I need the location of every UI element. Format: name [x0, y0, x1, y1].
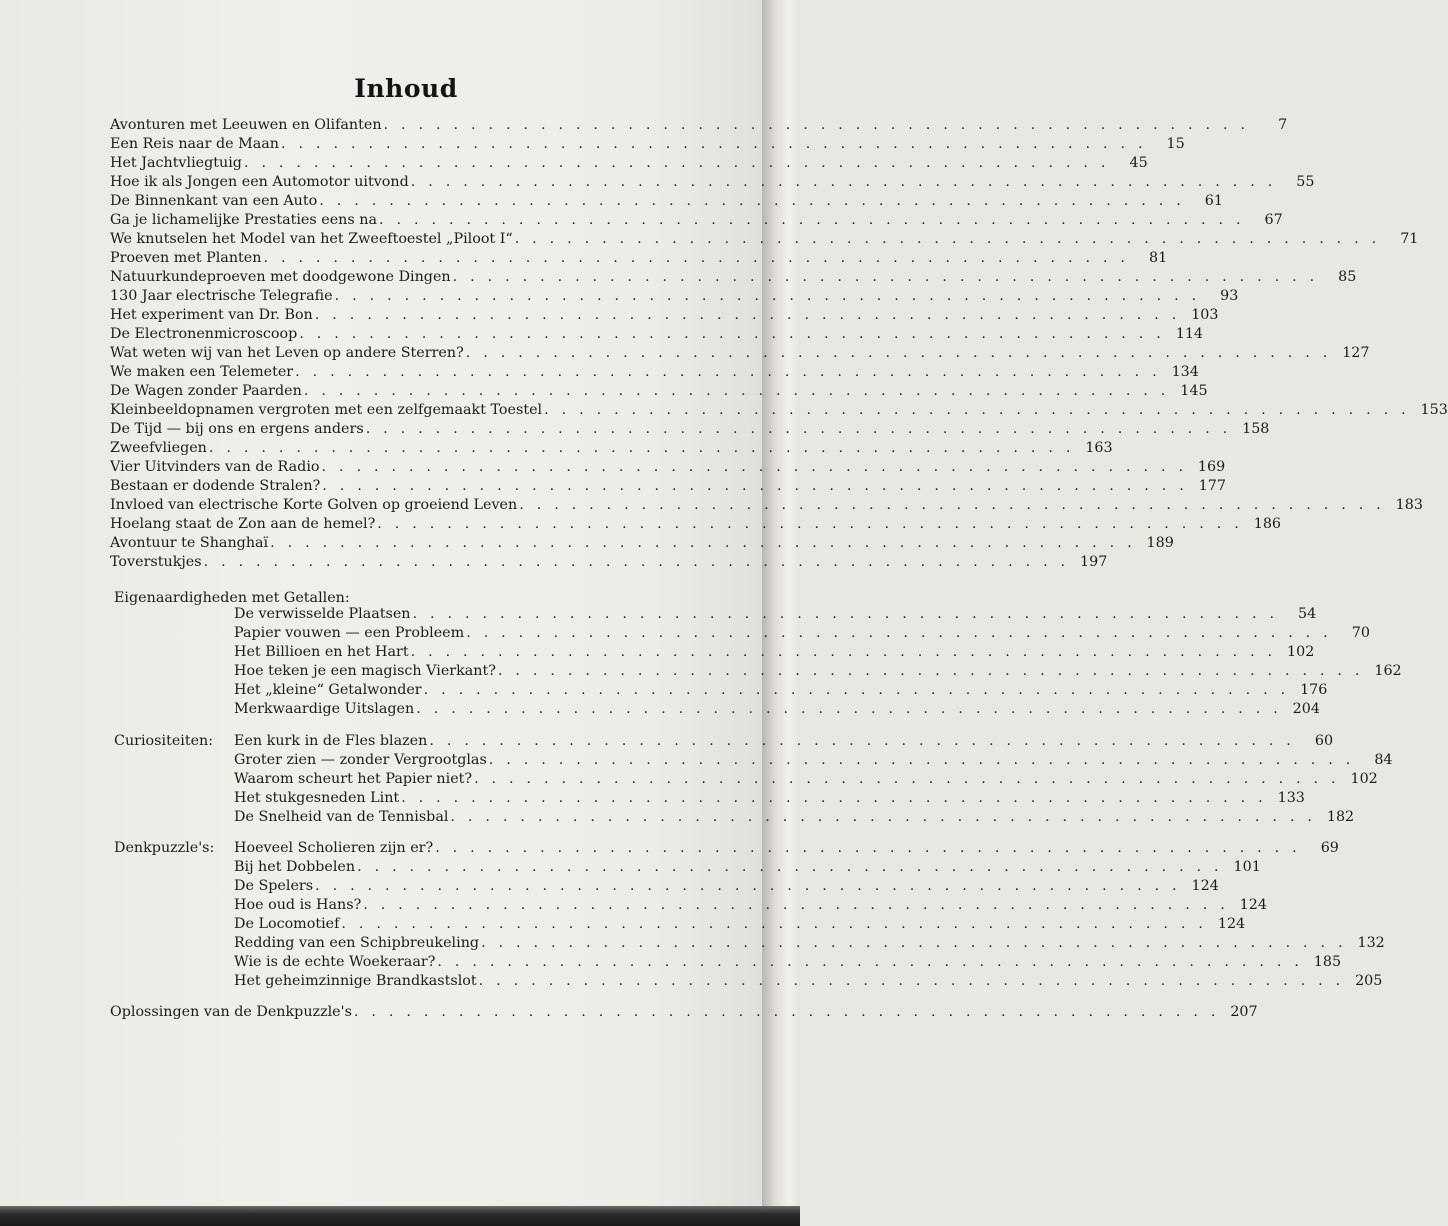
dot-leader: . . . . . . . . . . . . . . . . . . . . . . . . . . . . . . . . . . . . . . . . . . . . . . . . . . [270, 535, 1136, 551]
toc-entry [110, 421, 1270, 440]
toc-entry-title: De Spelers [234, 878, 314, 894]
dot-leader: . . . . . . . . . . . . . . . . . . . . . . . . . . . . . . . . . . . . . . . . . . . . . . . . . . [281, 136, 1147, 152]
dot-leader: . . . . . . . . . . . . . . . . . . . . . . . . . . . . . . . . . . . . . . . . . . . . . . . . . . [321, 459, 1188, 475]
toc-entry [234, 644, 1315, 663]
toc-entry-title: Hoe ik als Jongen een Automotor uitvond [110, 174, 409, 190]
dot-leader: . . . . . . . . . . . . . . . . . . . . . . . . . . . . . . . . . . . . . . . . . . . . . . . . . . [377, 516, 1244, 532]
dot-leader: . . . . . . . . . . . . . . . . . . . . . . . . . . . . . . . . . . . . . . . . . . . . . . . . . . [315, 878, 1181, 894]
toc-entry [110, 117, 1288, 136]
section-label-getallen: Eigenaardigheden met Getallen: [114, 590, 350, 606]
dot-leader: . . . . . . . . . . . . . . . . . . . . . . . . . . . . . . . . . . . . . . . . . . . . . . . . . . [466, 625, 1332, 641]
section-label-curiositeiten: Curiositeiten: [114, 733, 214, 749]
toc-entry-title: Oplossingen van de Denkpuzzle's [110, 1004, 352, 1020]
toc-entry-title: Avontuur te Shanghaï [110, 535, 269, 551]
toc-entry-page-number: 183 [1395, 497, 1423, 513]
toc-entry-page-number: 70 [1351, 625, 1370, 641]
toc-entry-title: Bij het Dobbelen [234, 859, 356, 875]
toc-entry [110, 155, 1148, 174]
toc-entry-title: Vier Uitvinders van de Radio [110, 459, 320, 475]
toc-entry-page-number: 15 [1166, 136, 1185, 152]
toc-entry-title: De Wagen zonder Paarden [110, 383, 302, 399]
dot-leader: . . . . . . . . . . . . . . . . . . . . . . . . . . . . . . . . . . . . . . . . . . . . . . . . . . [243, 155, 1110, 171]
toc-entry-title: Zweefvliegen [110, 440, 207, 456]
toc-entry-title: Wie is de echte Woekeraar? [234, 954, 436, 970]
toc-entry-title: Kleinbeeldopnamen vergroten met een zelfgemaakt Toestel [110, 402, 543, 418]
toc-entry [234, 701, 1320, 720]
toc-entry-page-number: 185 [1313, 954, 1342, 970]
dot-leader: . . . . . . . . . . . . . . . . . . . . . . . . . . . . . . . . . . . . . . . . . . . . . . . . . . [303, 383, 1170, 399]
toc-entry-title: Hoelang staat de Zon aan de hemel? [110, 516, 376, 532]
toc-entry [110, 497, 1423, 516]
toc-entry-page-number: 101 [1233, 859, 1261, 875]
toc-entry-page-number: 124 [1191, 878, 1219, 894]
dot-leader: . . . . . . . . . . . . . . . . . . . . . . . . . . . . . . . . . . . . . . . . . . . . . . . . . . [353, 1004, 1220, 1020]
toc-entry-title: De Tijd — bij ons en ergens anders [110, 421, 364, 437]
toc-entry-page-number: 158 [1242, 421, 1270, 437]
toc-entry-title: Redding van een Schipbreukeling [234, 935, 480, 951]
dot-leader: . . . . . . . . . . . . . . . . . . . . . . . . . . . . . . . . . . . . . . . . . . . . . . . . . . [429, 733, 1296, 749]
toc-entry-page-number: 45 [1129, 155, 1148, 171]
toc-entry-page-number: 55 [1296, 174, 1315, 190]
dot-leader: . . . . . . . . . . . . . . . . . . . . . . . . . . . . . . . . . . . . . . . . . . . . . . . . . . [481, 935, 1347, 951]
dot-leader: . . . . . . . . . . . . . . . . . . . . . . . . . . . . . . . . . . . . . . . . . . . . . . . . . . [401, 790, 1267, 806]
section-label-denkpuzzles: Denkpuzzle's: [114, 840, 215, 856]
dot-leader: . . . . . . . . . . . . . . . . . . . . . . . . . . . . . . . . . . . . . . . . . . . . . . . . . . [465, 345, 1332, 361]
toc-entry [110, 212, 1283, 231]
toc-entry-title: Invloed van electrische Korte Golven op groeiend Leven [110, 497, 518, 513]
toc-entry-page-number: 189 [1146, 535, 1174, 551]
toc-entry [234, 606, 1317, 625]
dot-leader: . . . . . . . . . . . . . . . . . . . . . . . . . . . . . . . . . . . . . . . . . . . . . . . . . . [410, 644, 1277, 660]
toc-entry [110, 554, 1108, 573]
toc-entry-title: Hoeveel Scholieren zijn er? [234, 840, 434, 856]
toc-entry [234, 809, 1355, 828]
toc-entry [110, 136, 1185, 155]
toc-entry-page-number: 102 [1350, 771, 1378, 787]
toc-entry [110, 326, 1204, 345]
toc-entry-title: Een kurk in de Fles blazen [234, 733, 428, 749]
dot-leader: . . . . . . . . . . . . . . . . . . . . . . . . . . . . . . . . . . . . . . . . . . . . . . . . . . [412, 606, 1279, 622]
toc-entry-title: Het Jachtvliegtuig [110, 155, 242, 171]
toc-entry-page-number: 69 [1320, 840, 1339, 856]
toc-entry-title: Een Reis naar de Maan [110, 136, 280, 152]
dot-leader: . . . . . . . . . . . . . . . . . . . . . . . . . . . . . . . . . . . . . . . . . . . . . . . . . . [357, 859, 1223, 875]
toc-entry [110, 383, 1208, 402]
dot-leader: . . . . . . . . . . . . . . . . . . . . . . . . . . . . . . . . . . . . . . . . . . . . . . . . . . [365, 421, 1232, 437]
dot-leader: . . . . . . . . . . . . . . . . . . . . . . . . . . . . . . . . . . . . . . . . . . . . . . . . . . [383, 117, 1250, 133]
toc-entry-title: Het stukgesneden Lint [234, 790, 400, 806]
toc-entry [234, 625, 1370, 644]
toc-entry [234, 954, 1342, 973]
dot-leader: . . . . . . . . . . . . . . . . . . . . . . . . . . . . . . . . . . . . . . . . . . . . . . . . . . [322, 478, 1188, 494]
dot-leader: . . . . . . . . . . . . . . . . . . . . . . . . . . . . . . . . . . . . . . . . . . . . . . . . . . [423, 682, 1290, 698]
toc-entry-page-number: 102 [1287, 644, 1315, 660]
toc-entry-page-number: 84 [1374, 752, 1393, 768]
toc-entry-page-number: 132 [1357, 935, 1385, 951]
toc-entry-title: Bestaan er dodende Stralen? [110, 478, 321, 494]
toc-entry [110, 364, 1199, 383]
dot-leader: . . . . . . . . . . . . . . . . . . . . . . . . . . . . . . . . . . . . . . . . . . . . . . . . . . [450, 809, 1317, 825]
toc-entry-page-number: 54 [1298, 606, 1317, 622]
toc-entry-title: Toverstukjes [110, 554, 202, 570]
toc-entry [234, 840, 1339, 859]
toc-entry-title: Waarom scheurt het Papier niet? [234, 771, 473, 787]
toc-entry-title: We knutselen het Model van het Zweeftoestel „Piloot I“ [110, 231, 513, 247]
toc-entry-title: Het „kleine“ Getalwonder [234, 682, 422, 698]
dot-leader: . . . . . . . . . . . . . . . . . . . . . . . . . . . . . . . . . . . . . . . . . . . . . . . . . . [452, 269, 1319, 285]
toc-entry-title: De Locomotief [234, 916, 340, 932]
toc-entry-title: Het geheimzinnige Brandkastslot [234, 973, 477, 989]
toc-entry-page-number: 81 [1148, 250, 1168, 266]
toc-entry-title: Natuurkundeproeven met doodgewone Dingen [110, 269, 451, 285]
dot-leader: . . . . . . . . . . . . . . . . . . . . . . . . . . . . . . . . . . . . . . . . . . . . . . . . . . [314, 307, 1181, 323]
dot-leader: . . . . . . . . . . . . . . . . . . . . . . . . . . . . . . . . . . . . . . . . . . . . . . . . . . [497, 663, 1364, 679]
toc-entry-page-number: 169 [1197, 459, 1226, 475]
toc-entry [110, 269, 1357, 288]
toc-entry [110, 535, 1174, 554]
toc-entry-title: Hoe teken je een magisch Vierkant? [234, 663, 496, 679]
toc-entry [110, 459, 1226, 478]
toc-entry-title: De verwisselde Plaatsen [234, 606, 411, 622]
toc-entry-title: De Snelheid van de Tennisbal [234, 809, 449, 825]
toc-entry-page-number: 85 [1338, 269, 1357, 285]
toc-entry-page-number: 93 [1220, 288, 1239, 304]
dot-leader: . . . . . . . . . . . . . . . . . . . . . . . . . . . . . . . . . . . . . . . . . . . . . . . . . . [474, 771, 1340, 787]
toc-entry-page-number: 134 [1171, 364, 1199, 380]
toc-entry [110, 516, 1282, 535]
toc-entry-title: Wat weten wij van het Leven op andere Sterren? [110, 345, 464, 361]
dot-leader: . . . . . . . . . . . . . . . . . . . . . . . . . . . . . . . . . . . . . . . . . . . . . . . . . . [435, 840, 1301, 856]
dot-leader: . . . . . . . . . . . . . . . . . . . . . . . . . . . . . . . . . . . . . . . . . . . . . . . . . . [488, 752, 1355, 768]
toc-entry [234, 916, 1246, 935]
toc-entry-page-number: 114 [1175, 326, 1204, 342]
toc-entry [234, 771, 1378, 790]
dot-leader: . . . . . . . . . . . . . . . . . . . . . . . . . . . . . . . . . . . . . . . . . . . . . . . . . . [263, 250, 1130, 266]
dot-leader: . . . . . . . . . . . . . . . . . . . . . . . . . . . . . . . . . . . . . . . . . . . . . . . . . . [363, 897, 1229, 913]
dot-leader: . . . . . . . . . . . . . . . . . . . . . . . . . . . . . . . . . . . . . . . . . . . . . . . . . . [295, 364, 1161, 380]
toc-entry [110, 231, 1419, 250]
toc-entry-page-number: 177 [1198, 478, 1226, 494]
toc-entry-page-number: 67 [1264, 212, 1283, 228]
toc-entry-page-number: 61 [1204, 193, 1223, 209]
dot-leader: . . . . . . . . . . . . . . . . . . . . . . . . . . . . . . . . . . . . . . . . . . . . . . . . . . [544, 402, 1410, 418]
toc-entry [234, 878, 1219, 897]
toc-entry [110, 174, 1315, 193]
toc-entry-page-number: 145 [1180, 383, 1208, 399]
toc-entry-title: Avonturen met Leeuwen en Olifanten [110, 117, 382, 133]
toc-entry [110, 402, 1448, 421]
toc-entry-title: 130 Jaar electrische Telegrafie [110, 288, 333, 304]
toc-entry-page-number: 124 [1239, 897, 1267, 913]
dot-leader: . . . . . . . . . . . . . . . . . . . . . . . . . . . . . . . . . . . . . . . . . . . . . . . . . . [334, 288, 1201, 304]
toc-entry [110, 440, 1113, 459]
toc-entry-title: Proeven met Planten [110, 250, 262, 266]
toc-entry [110, 307, 1219, 326]
toc-entry-page-number: 162 [1374, 663, 1402, 679]
toc-entry [110, 478, 1226, 497]
toc-entry-title: Groter zien — zonder Vergrootglas [234, 752, 487, 768]
toc-entry-page-number: 124 [1217, 916, 1246, 932]
dot-leader: . . . . . . . . . . . . . . . . . . . . . . . . . . . . . . . . . . . . . . . . . . . . . . . . . . [319, 193, 1185, 209]
toc-entry [110, 250, 1168, 269]
toc-entry-title: Ga je lichamelijke Prestaties eens na [110, 212, 377, 228]
toc-entry [234, 897, 1267, 916]
toc-entry-title: De Electronenmicroscoop [110, 326, 298, 342]
toc-entry [234, 859, 1261, 878]
toc-entry-title: Papier vouwen — een Probleem [234, 625, 465, 641]
toc-entry-page-number: 60 [1314, 733, 1334, 749]
dot-leader: . . . . . . . . . . . . . . . . . . . . . . . . . . . . . . . . . . . . . . . . . . . . . . . . . . [416, 701, 1282, 717]
toc-entry [110, 288, 1239, 307]
toc-entry [110, 193, 1223, 212]
toc-entry-title: Hoe oud is Hans? [234, 897, 362, 913]
dot-leader: . . . . . . . . . . . . . . . . . . . . . . . . . . . . . . . . . . . . . . . . . . . . . . . . . . [514, 231, 1381, 247]
dot-leader: . . . . . . . . . . . . . . . . . . . . . . . . . . . . . . . . . . . . . . . . . . . . . . . . . . [299, 326, 1166, 342]
toc-entry [234, 682, 1328, 701]
toc-entry-page-number: 182 [1326, 809, 1355, 825]
toc-entry-page-number: 163 [1085, 440, 1113, 456]
toc-entry-page-number: 133 [1277, 790, 1305, 806]
toc-entry-title: Het Billioen en het Hart [234, 644, 409, 660]
toc-entry-title: De Binnenkant van een Auto [110, 193, 318, 209]
toc-entry [234, 790, 1305, 809]
toc-entry-page-number: 127 [1342, 345, 1370, 361]
dot-leader: . . . . . . . . . . . . . . . . . . . . . . . . . . . . . . . . . . . . . . . . . . . . . . . . . . [437, 954, 1304, 970]
toc-entry [234, 935, 1385, 954]
toc-entry [234, 733, 1334, 752]
toc-entry-page-number: 197 [1080, 554, 1108, 570]
dot-leader: . . . . . . . . . . . . . . . . . . . . . . . . . . . . . . . . . . . . . . . . . . . . . . . . . . [478, 973, 1345, 989]
toc-entry-page-number: 103 [1191, 307, 1219, 323]
dot-leader: . . . . . . . . . . . . . . . . . . . . . . . . . . . . . . . . . . . . . . . . . . . . . . . . . . [519, 497, 1385, 513]
toc-entry-page-number: 205 [1355, 973, 1383, 989]
dot-leader: . . . . . . . . . . . . . . . . . . . . . . . . . . . . . . . . . . . . . . . . . . . . . . . . . . [203, 554, 1070, 570]
toc-entry-title: Het experiment van Dr. Bon [110, 307, 313, 323]
page-title: Inhoud [354, 74, 458, 103]
toc-entry-page-number: 207 [1230, 1004, 1258, 1020]
toc-entry [234, 663, 1402, 682]
toc-entry [234, 752, 1393, 771]
toc-entry [110, 345, 1370, 364]
toc-entry-page-number: 176 [1300, 682, 1328, 698]
toc-entry [110, 1004, 1258, 1023]
dot-leader: . . . . . . . . . . . . . . . . . . . . . . . . . . . . . . . . . . . . . . . . . . . . . . . . . . [341, 916, 1208, 932]
dot-leader: . . . . . . . . . . . . . . . . . . . . . . . . . . . . . . . . . . . . . . . . . . . . . . . . . . [379, 212, 1245, 228]
toc-entry-title: We maken een Telemeter [110, 364, 294, 380]
toc-entry-page-number: 204 [1292, 701, 1320, 717]
toc-entry-title: Merkwaardige Uitslagen [234, 701, 415, 717]
toc-entry-page-number: 153 [1420, 402, 1448, 418]
dot-leader: . . . . . . . . . . . . . . . . . . . . . . . . . . . . . . . . . . . . . . . . . . . . . . . . . . [410, 174, 1277, 190]
dot-leader: . . . . . . . . . . . . . . . . . . . . . . . . . . . . . . . . . . . . . . . . . . . . . . . . . . [208, 440, 1075, 456]
toc-entry-page-number: 186 [1253, 516, 1282, 532]
toc-entry-page-number: 7 [1278, 117, 1288, 133]
toc-entry-page-number: 71 [1400, 231, 1419, 247]
toc-entry [234, 973, 1383, 992]
